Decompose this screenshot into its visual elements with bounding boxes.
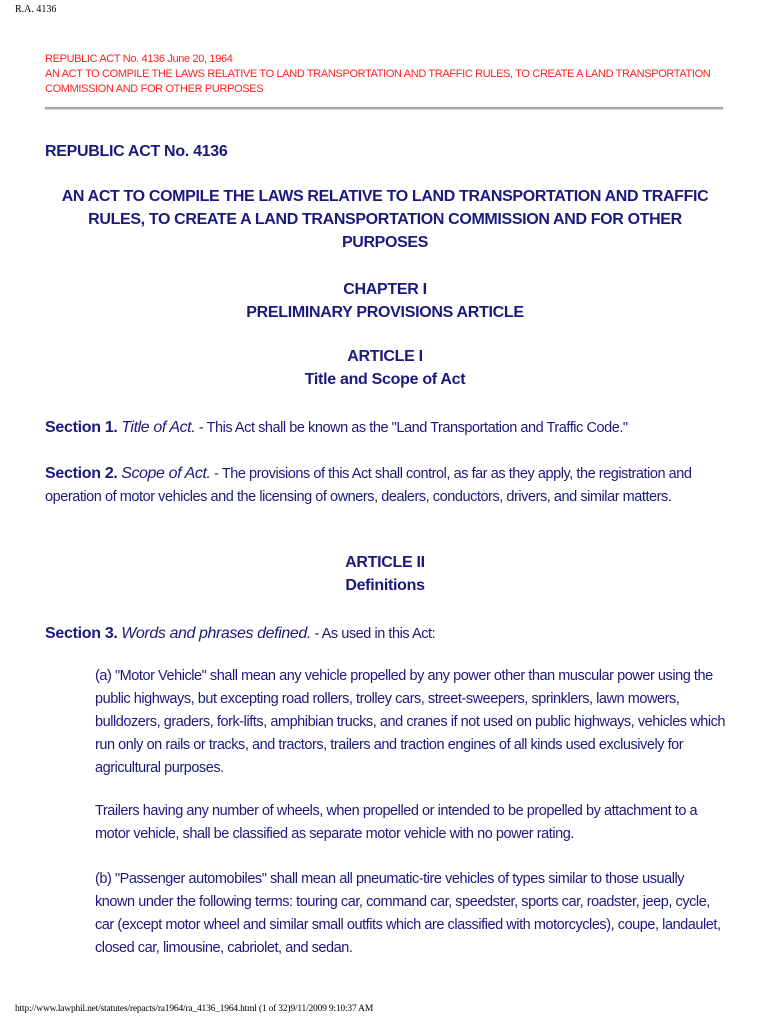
definition-trailers: Trailers having any number of wheels, when propelled or intended to be propelled by attachment to a motor vehicle, shall be classified as separate motor vehicle with no power rating. xyxy=(95,803,698,842)
article-title: Definitions xyxy=(345,577,425,594)
article-number: ARTICLE I xyxy=(347,348,423,365)
section-title: Words and phrases defined. xyxy=(121,625,311,642)
banner-date-line: REPUBLIC ACT No. 4136 June 20, 1964 xyxy=(45,53,233,65)
section-label: Section 3. xyxy=(45,625,118,642)
chapter-title: PRELIMINARY PROVISIONS ARTICLE xyxy=(246,304,524,321)
section-text: - This Act shall be known as the "Land Transportation and Traffic Code." xyxy=(195,420,628,436)
banner-header xyxy=(45,52,735,97)
act-number-heading: REPUBLIC ACT No. 4136 xyxy=(45,143,228,160)
section-text: - The provisions of this Act shall control, as far as they apply, the registration and operation of motor vehicles and the licensing of owners, dealers, conductors, drivers, and similar matters. xyxy=(45,466,692,505)
print-header-title: R.A. 4136 xyxy=(15,4,57,15)
section-label: Section 1. xyxy=(45,419,118,436)
section-1 xyxy=(45,416,725,440)
section-label: Section 2. xyxy=(45,465,118,482)
article-heading-2 xyxy=(45,551,725,597)
chapter-number: CHAPTER I xyxy=(343,281,427,298)
article-title: Title and Scope of Act xyxy=(304,371,466,388)
print-footer-url: http://www.lawphil.net/statutes/repacts/ra1964/ra_4136_1964.html (1 of 32)9/11/2009 9:10:37 AM xyxy=(15,1004,374,1014)
article-number: ARTICLE II xyxy=(345,554,425,571)
definition-motor-vehicle: (a) "Motor Vehicle" shall mean any vehicle propelled by any power other than muscular power using the public highways, but excepting road rollers, trolley cars, street-sweepers, sprinklers, lawn mowers, bulldozers, graders, fork-lifts, amphibian trucks, and cranes if not used on public highways, vehicles which run only on rails or tracks, and tractors, trailers and traction engines of all kinds used exclusively for agricultural purposes. xyxy=(95,668,726,776)
section-2 xyxy=(45,462,725,509)
section-title: Scope of Act. xyxy=(121,465,211,482)
section-3 xyxy=(45,622,725,646)
horizontal-divider xyxy=(45,107,723,110)
section-text: - As used in this Act: xyxy=(310,626,436,642)
article-heading-1 xyxy=(45,345,725,391)
chapter-heading xyxy=(45,278,725,324)
act-title-heading: AN ACT TO COMPILE THE LAWS RELATIVE TO LAND TRANSPORTATION AND TRAFFIC RULES, TO CREATE A LAND TRANSPORTATION COMMISSION AND FOR OTHER PURPOSES xyxy=(61,188,709,251)
section-title: Title of Act. xyxy=(121,419,196,436)
definition-passenger-automobiles: (b) "Passenger automobiles" shall mean all pneumatic-tire vehicles of types similar to those usually known under the following terms: touring car, command car, speedster, sports car, roadster, jeep, cycle, car (except motor wheel and similar small outfits which are classified with motorcycles), coupe, landaulet, closed car, limousine, cabriolet, and sedan. xyxy=(95,871,721,956)
banner-title-line: AN ACT TO COMPILE THE LAWS RELATIVE TO LAND TRANSPORTATION AND TRAFFIC RULES, TO CREATE A LAND TRANSPORTATION COMMISSION AND FOR OTHER PURPOSES xyxy=(45,68,711,95)
